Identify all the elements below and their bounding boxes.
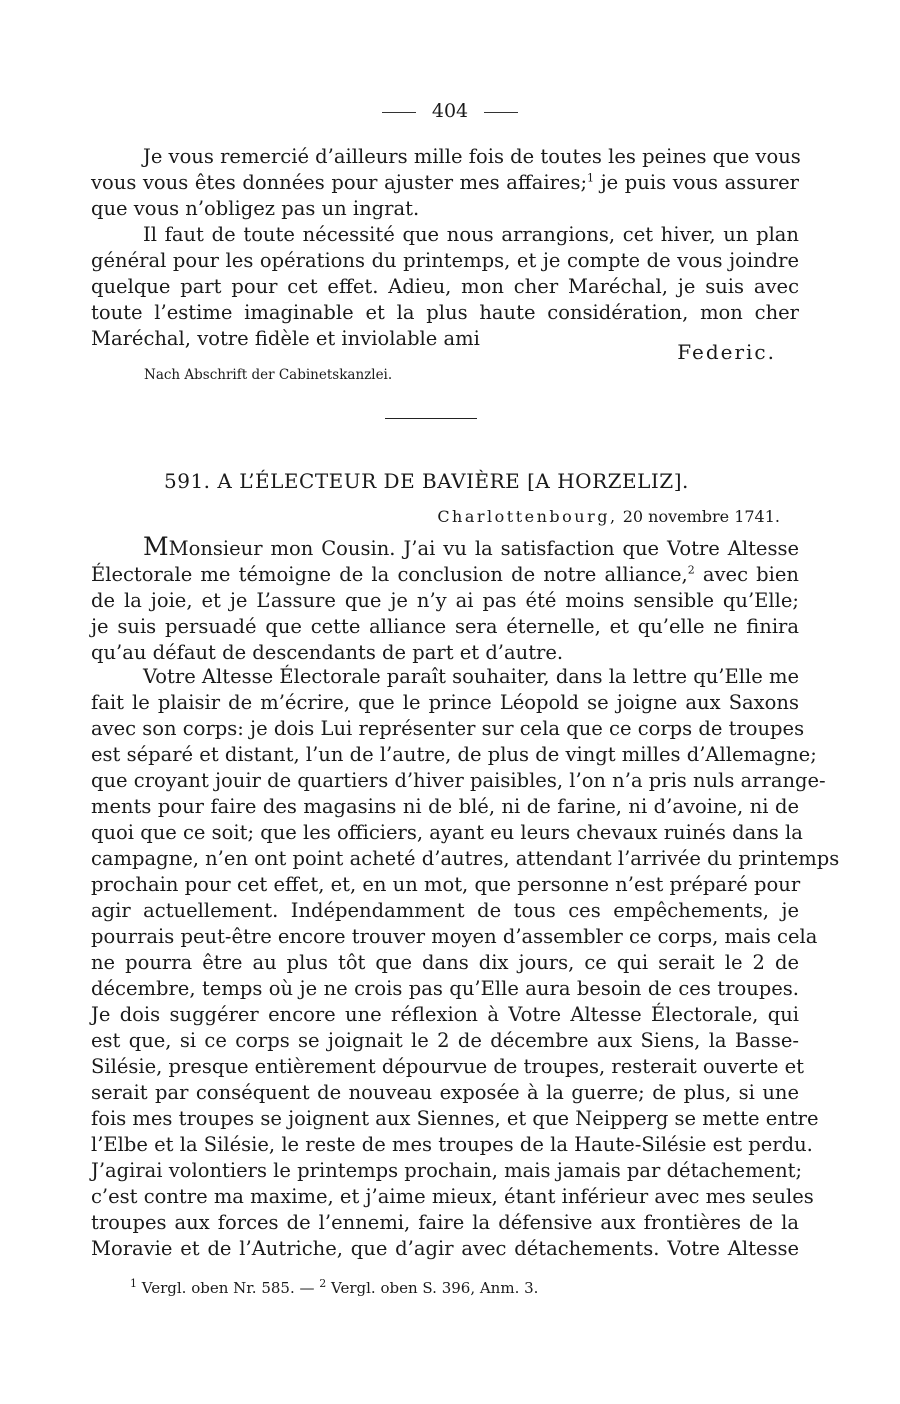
text-line: est que, si ce corps se joignait le 2 de décembre aux Siens, la Basse-	[91, 1029, 799, 1052]
text-line: troupes aux forces de l’ennemi, faire la défensive aux frontières de la	[91, 1211, 799, 1234]
text-line: prochain pour cet effet, et, en un mot, que personne n’est préparé pour	[91, 873, 801, 896]
signature: Federic.	[677, 340, 776, 364]
text-line: pourrais peut-être encore trouver moyen d’assembler ce corps, mais cela	[91, 925, 818, 948]
footnote-text: Vergl. oben Nr. 585. —	[137, 1279, 320, 1297]
letter-paragraph-2	[91, 664, 840, 1262]
text-line: de la joie, et je L’assure que je n’y ai pas été moins sensible qu’Elle;	[91, 589, 799, 612]
text-line-part: Monsieur mon Cousin. J’ai vu la satisfaction que Votre Altesse	[168, 537, 799, 560]
initial-letter: M	[143, 532, 169, 561]
page-number-value: 404	[431, 100, 469, 122]
text-line: l’Elbe et la Silésie, le reste de mes troupes de la Haute-Silésie est perdu.	[91, 1133, 813, 1156]
text-line: Je dois suggérer encore une réflexion à Votre Altesse Électorale, qui	[91, 1003, 799, 1026]
text-line	[91, 170, 799, 196]
page-number	[0, 100, 900, 122]
text-line: général pour les opérations du printemps, et je compte de vous joindre	[91, 249, 799, 272]
footnote-ref: 1	[587, 171, 595, 185]
text-line: campagne, n’en ont point acheté d’autres, attendant l’arrivée du printemps	[91, 847, 840, 870]
text-line: quoi que ce soit; que les officiers, ayant eu leurs chevaux ruinés dans la	[91, 821, 803, 844]
page-number-dash-right	[484, 112, 518, 113]
text-line: fait le plaisir de m’écrire, que le prince Léopold se joigne aux Saxons	[91, 691, 799, 714]
text-line: fois mes troupes se joignent aux Siennes, et que Neipperg se mette entre	[91, 1107, 819, 1130]
text-line	[91, 534, 799, 562]
letter-place: Charlottenbourg,	[437, 507, 618, 526]
text-line-part: Électorale me témoigne de la conclusion de notre alliance,	[91, 563, 688, 586]
text-line-part: vous vous êtes données pour ajuster mes affaires;	[91, 171, 588, 194]
text-line: Il faut de toute nécessité que nous arrangions, cet hiver, un plan	[143, 223, 799, 246]
text-line: quelque part pour cet effet. Adieu, mon cher Maréchal, je suis avec	[91, 275, 799, 298]
text-line: Moravie et de l’Autriche, que d’agir avec détachements. Votre Altesse	[91, 1237, 799, 1260]
text-line: ments pour faire des magasins ni de blé, ni de farine, ni d’avoine, ni de	[91, 795, 799, 818]
text-line: avec son corps: je dois Lui représenter sur cela que ce corps de troupes	[91, 717, 805, 740]
text-line: J’agirai volontiers le printemps prochain, mais jamais par détachement;	[91, 1159, 803, 1182]
text-line: Je vous remercié d’ailleurs mille fois de toutes les peines que vous	[143, 145, 801, 168]
footnote-mark: 1	[130, 1277, 137, 1290]
source-note: Nach Abschrift der Cabinetskanzlei.	[144, 367, 393, 383]
letter-date: 20 novembre 1741.	[622, 507, 780, 526]
section-divider	[385, 418, 477, 419]
text-line: que vous n’obligez pas un ingrat.	[91, 197, 420, 220]
text-line-part: avec bien	[694, 563, 799, 586]
text-line: serait par conséquent de nouveau exposée à la guerre; de plus, si une	[91, 1081, 799, 1104]
text-line: décembre, temps où je ne crois pas qu’Elle aura besoin de ces troupes.	[91, 977, 799, 1000]
text-line	[91, 562, 799, 588]
text-line: c’est contre ma maxime, et j’aime mieux, étant inférieur avec mes seules	[91, 1185, 814, 1208]
text-line: qu’au défaut de descendants de part et d’autre.	[91, 641, 564, 664]
text-line-part: je puis vous assurer	[594, 171, 799, 194]
footnotes	[130, 1279, 538, 1297]
previous-letter-ending	[91, 144, 799, 352]
footnote-mark: 2	[319, 1277, 327, 1290]
text-line: agir actuellement. Indépendamment de tous ces empêchements, je	[91, 899, 799, 922]
text-line: est séparé et distant, l’un de l’autre, de plus de vingt milles d’Allemagne;	[91, 743, 817, 766]
letter-dateline	[437, 507, 780, 526]
footnote-ref: 2	[687, 563, 695, 577]
text-line: toute l’estime imaginable et la plus haute considération, mon cher	[91, 301, 799, 324]
letter-heading: 591. A L’ÉLECTEUR DE BAVIÈRE [A HORZELIZ].	[164, 469, 689, 493]
text-line: ne pourra être au plus tôt que dans dix jours, ce qui serait le 2 de	[91, 951, 799, 974]
page-number-dash-left	[382, 112, 416, 113]
text-line: Votre Altesse Électorale paraît souhaiter, dans la lettre qu’Elle me	[143, 665, 799, 688]
text-line: que croyant jouir de quartiers d’hiver paisibles, l’on n’a pris nuls arrange-	[91, 769, 826, 792]
footnote-text: Vergl. oben S. 396, Anm. 3.	[326, 1279, 539, 1297]
text-line: Maréchal, votre fidèle et inviolable ami	[91, 327, 480, 350]
text-line: je suis persuadé que cette alliance sera éternelle, et qu’elle ne finira	[91, 615, 799, 638]
letter-paragraph-1	[91, 534, 799, 666]
text-line: Silésie, presque entièrement dépourvue de troupes, resterait ouverte et	[91, 1055, 805, 1078]
